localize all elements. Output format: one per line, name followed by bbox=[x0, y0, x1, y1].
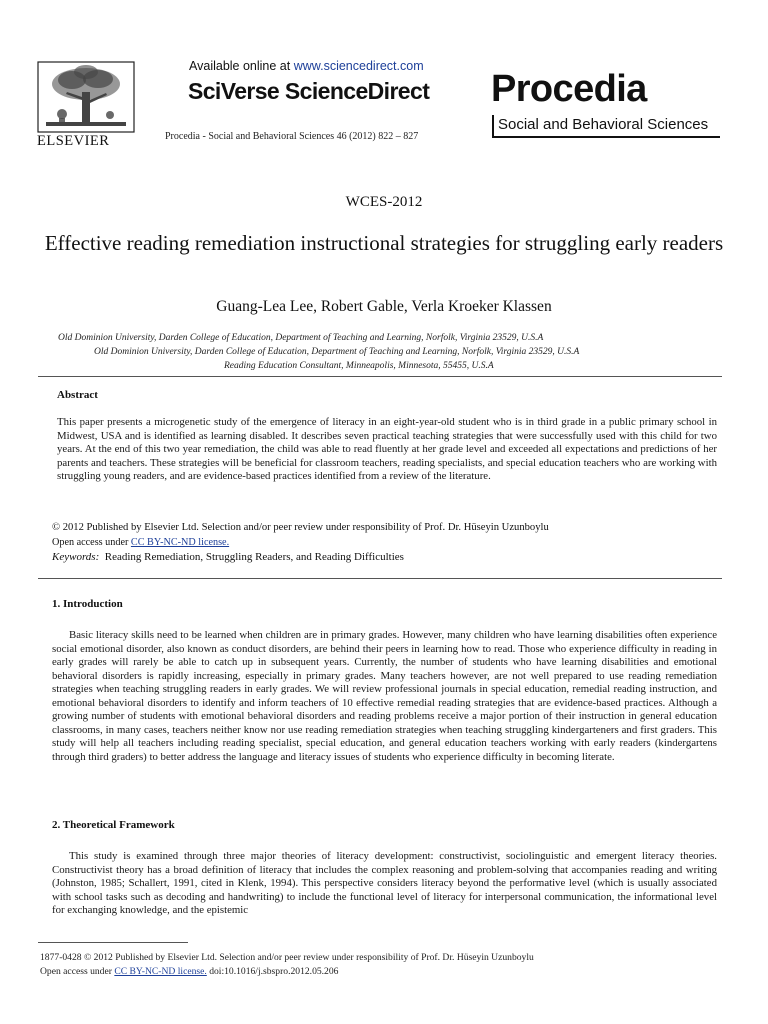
conference-name: WCES-2012 bbox=[345, 194, 423, 210]
footer-copyright: 1877-0428 © 2012 Published by Elsevier Ltd. Selection and/or peer review under responsibility of Prof. Dr. Hüseyin Uzunboylu bbox=[40, 952, 534, 963]
journal-logo-bar-vertical bbox=[492, 115, 494, 136]
abstract-heading: Abstract bbox=[57, 389, 98, 401]
sciencedirect-url-link[interactable]: www.sciencedirect.com bbox=[293, 59, 424, 73]
section-text-introduction: Basic literacy skills need to be learned when children are in primary grades. However, many children who have learning disabilities often experience social emotional disorder, also known as conduct disorders, are behind their peers in learning how to read. Those who experience difficulty in reading in early grades will rarely be able to catch up in subsequent years. Currently, the number of students who have learning disabilities and emotional behavioral disorders is rapidly increasing, especially in primary grades. Many teachers however, are not well prepared to use reading remediation strategies when teaching struggling readers in early grades. We will review professional journals in special education, remedial reading instruction, and emotional behavioral disorders to identify and inform teachers of 10 effective remedial reading strategies that are evidence-based practices. Although a growing number of students with emotional behavioral disorders and reading problems receive a major portion of their instruction in general education classrooms, in many cases, teachers neither know nor use reading remediation strategies when teaching struggling kindergarteners and first graders. This study will help all teachers including reading specialist, special education, and general education teachers working with early readers (kindergartens through third graders) to better address the language and literacy issues of students who experience difficulty in becoming literate. bbox=[52, 629, 717, 763]
journal-subtitle: Social and Behavioral Sciences bbox=[498, 116, 709, 133]
journal-logo-text: Procedia bbox=[491, 68, 647, 110]
abstract-text: This paper presents a microgenetic study of the emergence of literacy in an eight-year-old student who is in third grade in a public primary school in Midwest, USA and is identified as learning disabled. It describes seven practical teaching strategies that were successfully used with this child for two years. At the end of this two year remediation, the child was able to read fluently at her grade level and exceeded all expectations and predictions of her parents and teachers. These strategies will be beneficial for classroom teachers, reading specialists, and special education teachers who are working with struggling young readers, and are evidence-based practices identified from a review of the literature. bbox=[57, 416, 717, 482]
footnote-divider bbox=[38, 942, 188, 943]
divider-middle bbox=[38, 578, 722, 579]
affiliation-3: Reading Education Consultant, Minneapolis, Minnesota, 55455, U.S.A bbox=[224, 361, 494, 371]
publisher-name: ELSEVIER bbox=[37, 133, 110, 149]
section-text-theoretical-framework: This study is examined through three major theories of literacy development: constructivist, sociolinguistic and emergent literacy theories. Constructivist theory has a broad definition of literacy that includes the complex reasoning and problem-solving that accompanies reading and writing (Johnston, 1985; Schallert, 1991, cited in Klenk, 1994). This perspective considers literacy beyond the performative level (which is usually associated with school tasks such as decoding and handwriting) to include the functional level of literacy for interpersonal communication, the informational level for exchanging knowledge, and the epistemic bbox=[52, 850, 717, 916]
affiliation-1: Old Dominion University, Darden College of Education, Department of Teaching and Learning, Norfolk, Virginia 23529, U.S.A bbox=[58, 333, 544, 343]
footer-license-link[interactable]: CC BY-NC-ND license. bbox=[114, 966, 207, 977]
article-title: Effective reading remediation instructional strategies for struggling early readers bbox=[44, 231, 724, 255]
keywords-line bbox=[52, 551, 404, 563]
footer-doi: doi:10.1016/j.sbspro.2012.05.206 bbox=[206, 966, 339, 977]
journal-logo-bar-horizontal bbox=[492, 136, 720, 138]
open-access-prefix: Open access under bbox=[52, 537, 131, 548]
copyright-notice: © 2012 Published by Elsevier Ltd. Selection and/or peer review under responsibility of Prof. Dr. Hüseyin Uzunboylu bbox=[52, 522, 549, 533]
footer-open-access-prefix: Open access under bbox=[40, 966, 115, 977]
divider-top bbox=[38, 376, 722, 377]
author-list: Guang-Lea Lee, Robert Gable, Verla Kroeker Klassen bbox=[216, 298, 552, 315]
license-link[interactable]: CC BY-NC-ND license. bbox=[130, 537, 230, 548]
platform-name: SciVerse ScienceDirect bbox=[188, 78, 430, 104]
open-access-line bbox=[52, 537, 229, 548]
citation-line: Procedia - Social and Behavioral Sciences 46 (2012) 822 – 827 bbox=[165, 131, 419, 142]
section-heading-introduction: 1. Introduction bbox=[52, 598, 123, 610]
available-online-line bbox=[189, 59, 424, 73]
keywords-label: Keywords: bbox=[52, 551, 100, 563]
footer-license-doi bbox=[40, 966, 338, 977]
section-heading-theoretical-framework: 2. Theoretical Framework bbox=[52, 819, 175, 831]
keywords-list: Reading Remediation, Struggling Readers, and Reading Difficulties bbox=[104, 551, 404, 563]
affiliation-2: Old Dominion University, Darden College of Education, Department of Teaching and Learning, Norfolk, Virginia 23529, U.S.A bbox=[94, 347, 580, 357]
available-prefix: Available online at bbox=[189, 59, 294, 73]
